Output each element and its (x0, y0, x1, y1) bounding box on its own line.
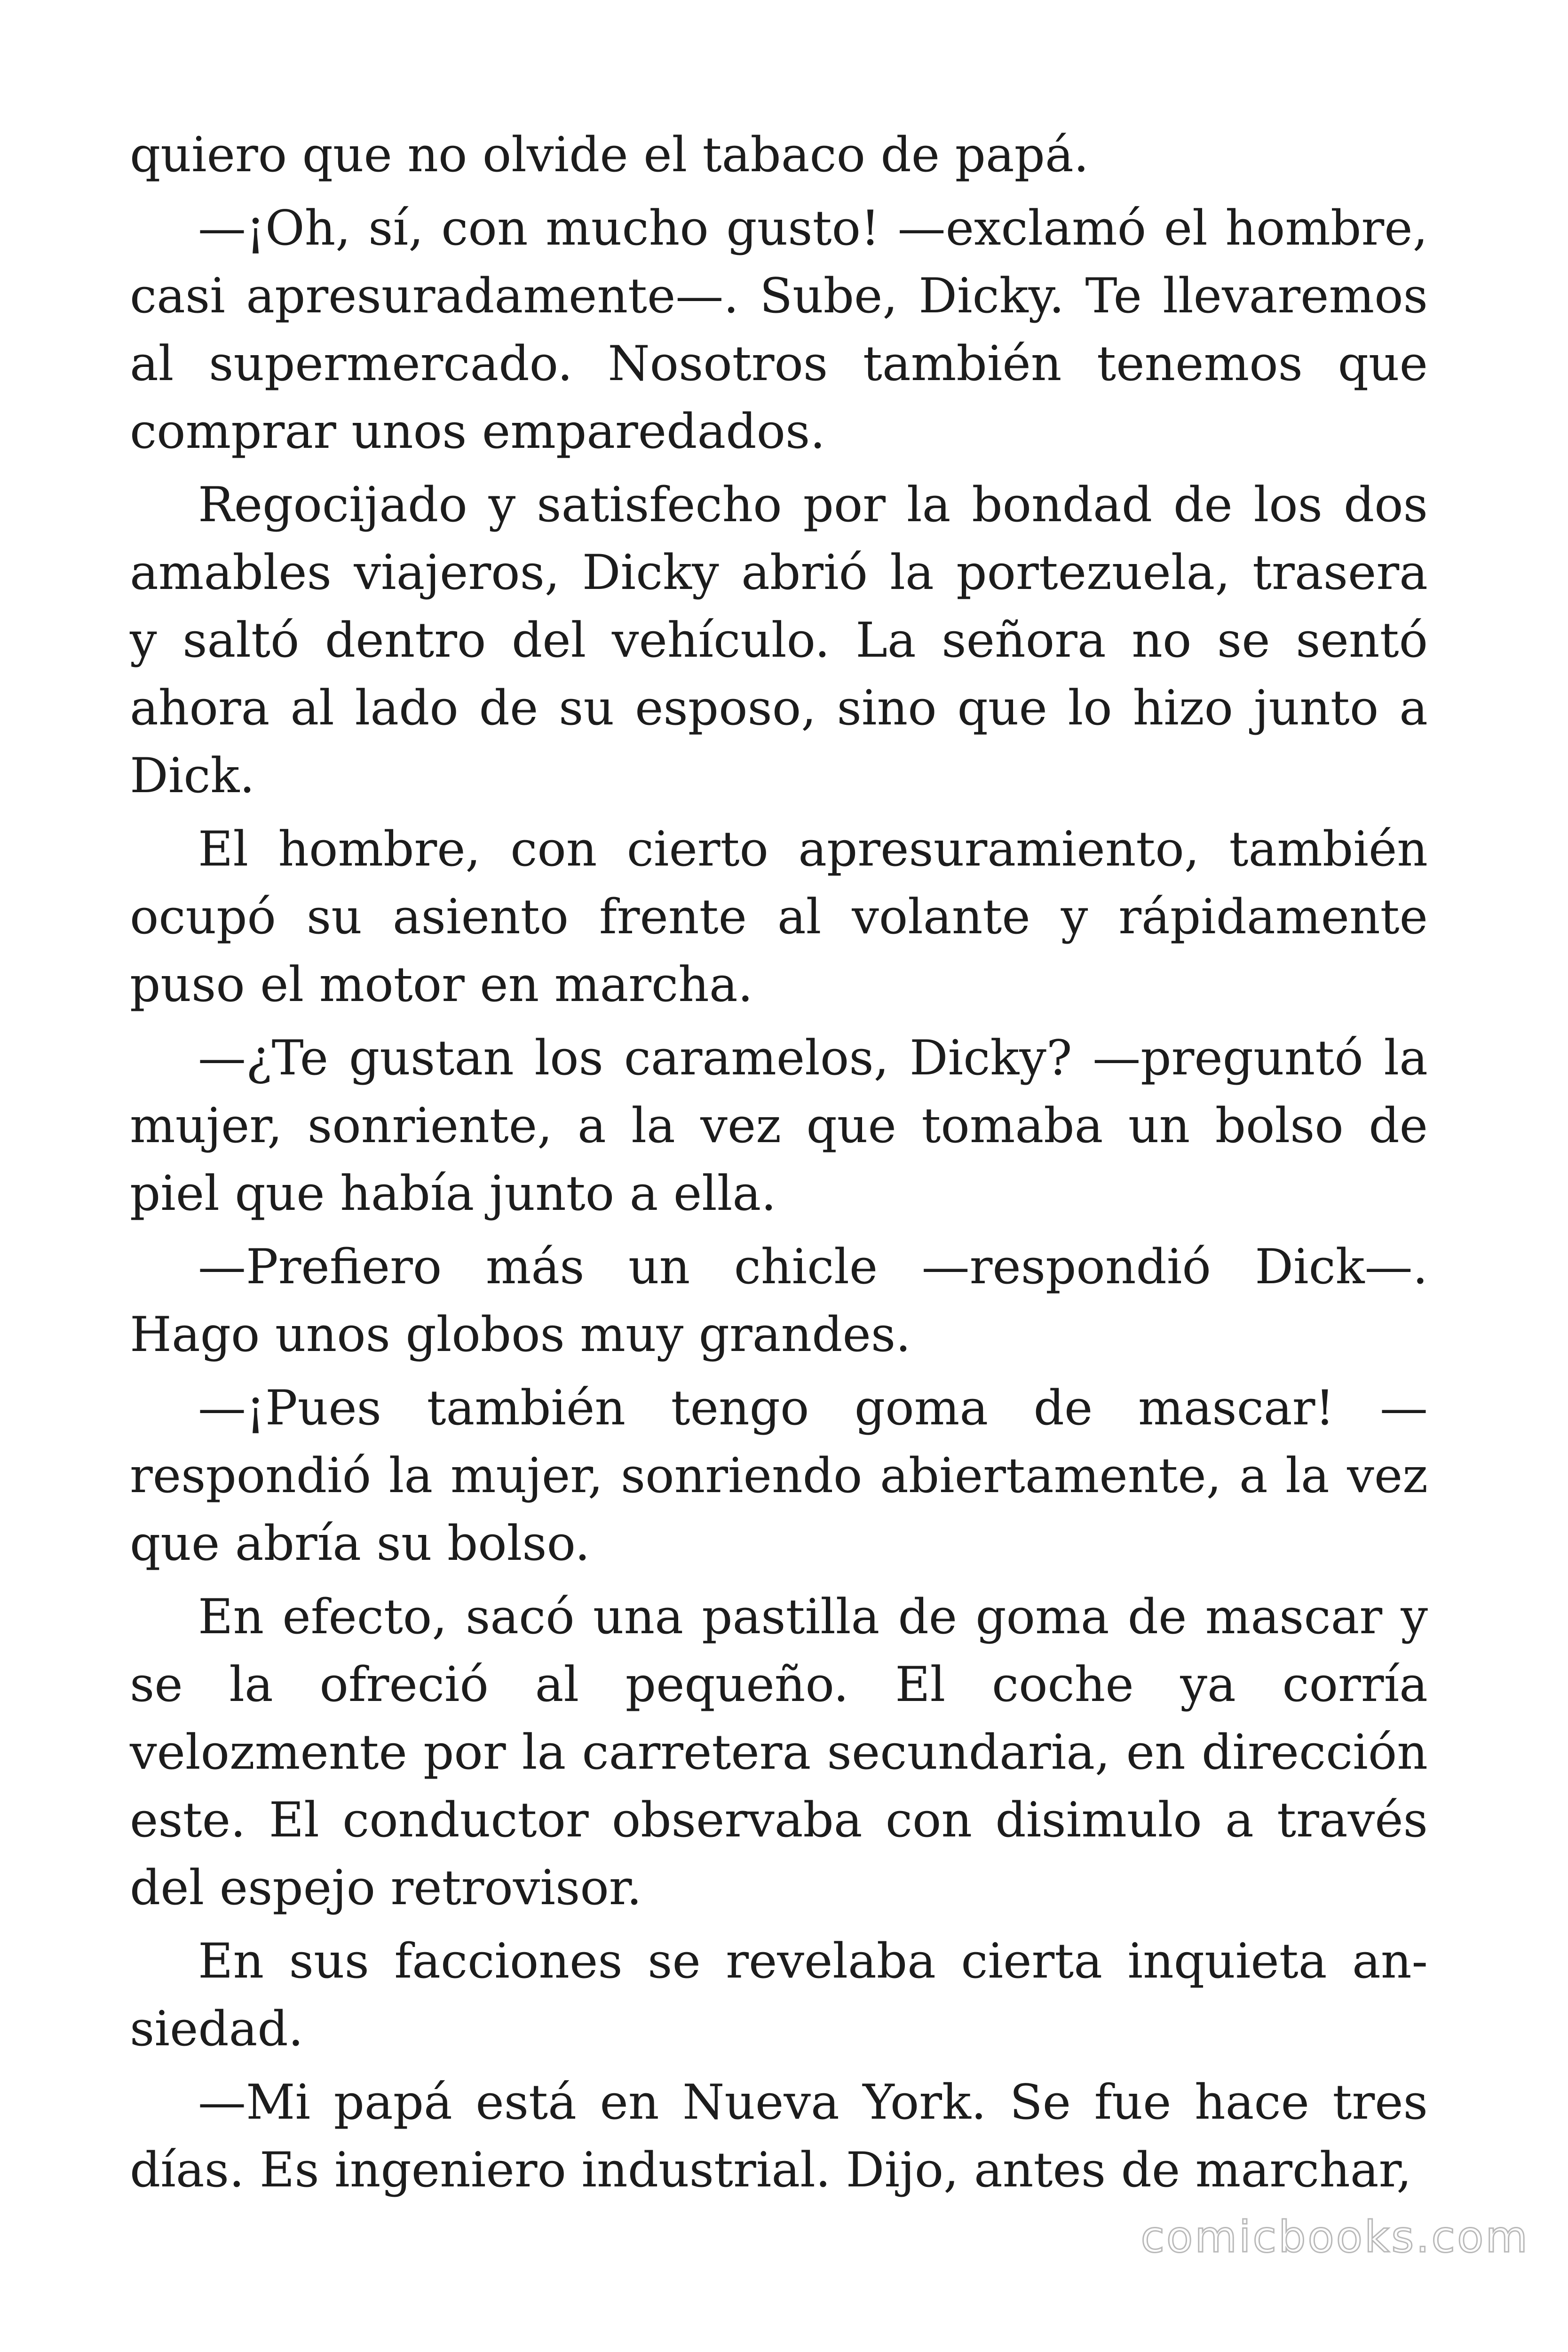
paragraph-8: En efecto, sacó una pastilla de goma de mascar y se la ofreció al pequeño. El coche ya corría velozmente por la carretera secundaria, en dirección este. El conductor observaba con disimulo a través del espejo retrovisor. (130, 1589, 1428, 1916)
paragraph-5: —¿Te gustan los caramelos, Dicky? —preguntó la mujer, sonriente, a la vez que tomaba un bolso de piel que había junto a ella. (130, 1030, 1428, 1222)
paragraph-7: —¡Pues también tengo goma de mascar! —respondió la mujer, sonriendo abiertamente, a la vez que abría su bolso. (130, 1380, 1428, 1572)
paragraph-9: En sus facciones se revelaba cierta inquieta ansiedad. (130, 1933, 1428, 2057)
body-text (130, 121, 1428, 2210)
paragraph-10: —Mi papá está en Nueva York. Se fue hace tres días. Es ingeniero industrial. Dijo, antes de marchar, (130, 2074, 1428, 2198)
paragraph-3: Regocijado y satisfecho por la bondad de los dos amables viajeros, Dicky abrió la portezuela, trasera y saltó dentro del vehículo. La señora no se sentó ahora al lado de su esposo, sino que lo hizo junto a Dick. (130, 477, 1428, 804)
paragraph-4: El hombre, con cierto apresuramiento, también ocupó su asiento frente al volante y rápidamente puso el motor en marcha. (130, 821, 1428, 1013)
watermark: comicbooks.com (1140, 2212, 1529, 2262)
paragraph-6: —Prefiero más un chicle —respondió Dick—. Hago unos globos muy grandes. (130, 1239, 1428, 1363)
paragraph-2: —¡Oh, sí, con mucho gusto! —exclamó el hombre, casi apresuradamente—. Sube, Dicky. Te llevaremos al supermercado. Nosotros también tenemos que comprar unos emparedados. (130, 200, 1428, 460)
paragraph-1: quiero que no olvide el tabaco de papá. (130, 127, 1089, 183)
